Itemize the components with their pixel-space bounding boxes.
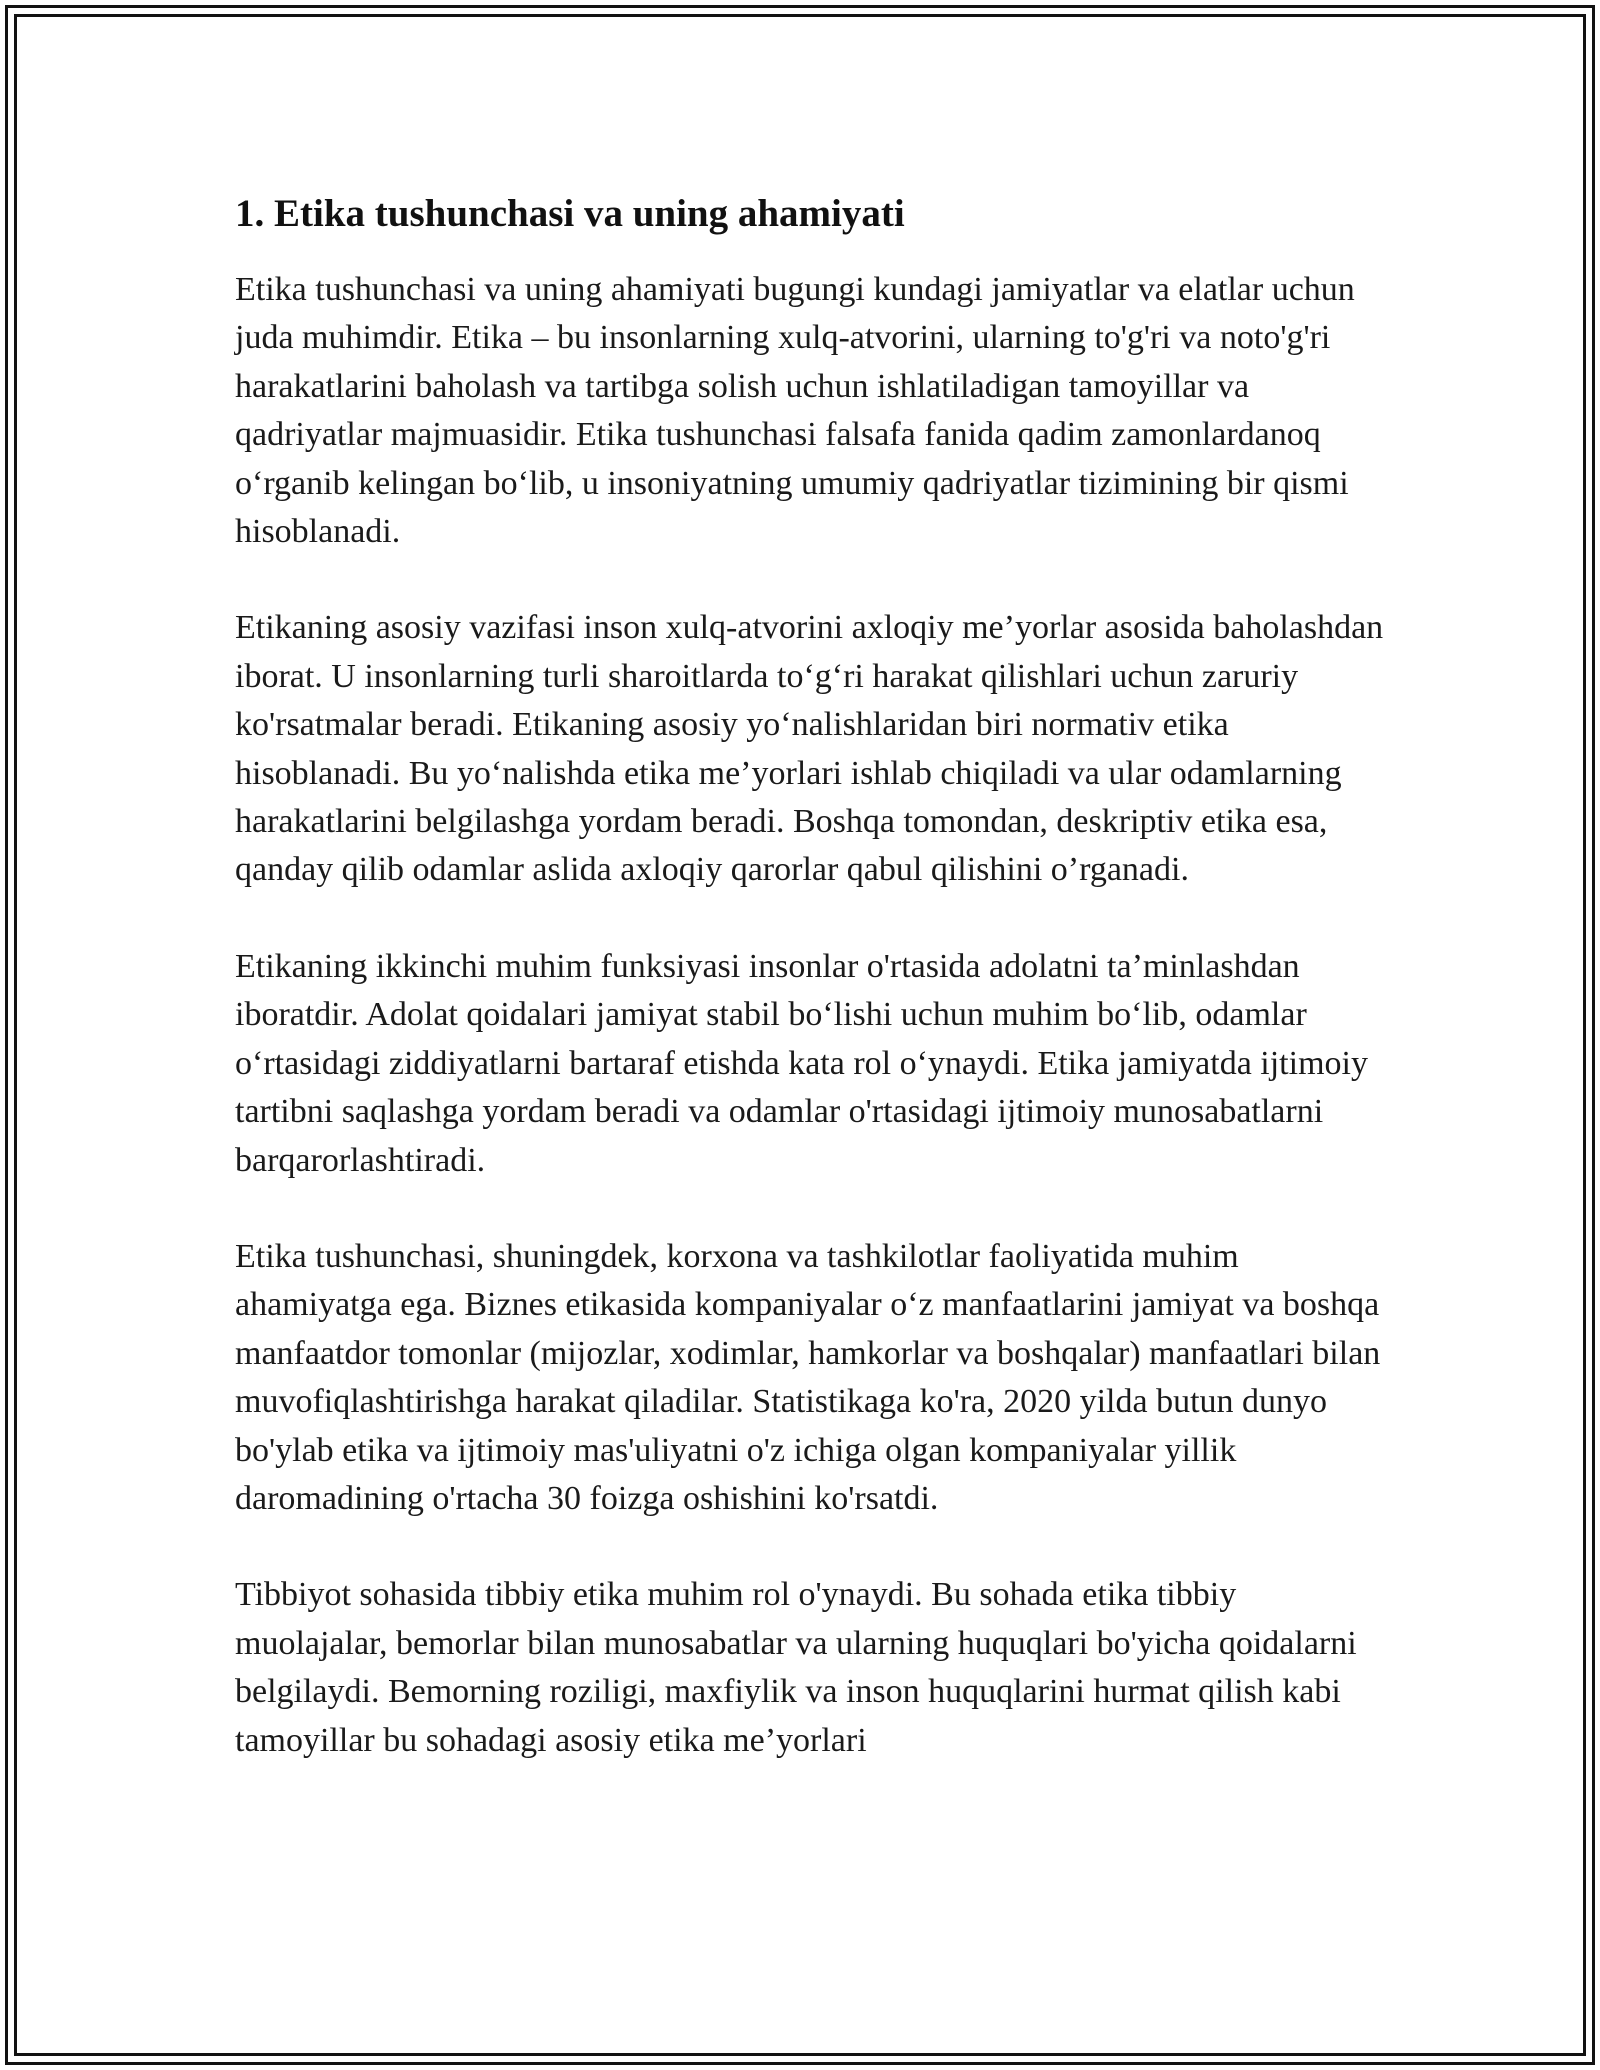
paragraph-3: Etikaning ikkinchi muhim funksiyasi insonlar o'rtasida adolatni ta’minlashdan iboratdir. Adolat qoidalari jamiyat stabil bo‘lishi uchun muhim bo‘lib, odamlar o‘rtasidagi ziddiyatlarni bartaraf etishda kata rol o‘ynaydi. Etika jamiyatda ijtimoiy tartibni saqlashga yordam beradi va odamlar o'rtasidagi ijtimoiy munosabatlarni barqarorlashtiradi.	[235, 947, 1368, 1179]
paragraph-4: Etika tushunchasi, shuningdek, korxona va tashkilotlar faoliyatida muhim ahamiyatga ega. Biznes etikasida kompaniyalar o‘z manfaatlarini jamiyat va boshqa manfaatdor tomonlar (mijozlar, xodimlar, hamkorlar va boshqalar) manfaatlari bilan muvofiqlashtirishga harakat qiladilar. Statistikaga ko'ra, 2020 yilda butun dunyo bo'ylab etika va ijtimoiy mas'uliyatni o'z ichiga olgan kompaniyalar yillik daromadining o'rtacha 30 foizga oshishini ko'rsatdi.	[235, 1237, 1381, 1517]
section-heading: 1. Etika tushunchasi va uning ahamiyati	[235, 192, 905, 235]
paragraph-5: Tibbiyot sohasida tibbiy etika muhim rol o'ynaydi. Bu sohada etika tibbiy muolajalar, bemorlar bilan munosabatlar va ularning huquqlari bo'yicha qoidalarni belgilaydi. Bemorning roziligi, maxfiylik va inson huquqlarini hurmat qilish kabi tamoyillar bu sohadagi asosiy etika me’yorlari	[235, 1576, 1357, 1759]
paragraph-2: Etikaning asosiy vazifasi inson xulq-atvorini axloqiy me’yorlar asosida baholashdan iborat. U insonlarning turli sharoitlarda to‘g‘ri harakat qilishlari uchun zaruriy ko'rsatmalar beradi. Etikaning asosiy yo‘nalishlaridan biri normativ etika hisoblanadi. Bu yo‘nalishda etika me’yorlari ishlab chiqiladi va ular odamlarning harakatlarini belgilashga yordam beradi. Boshqa tomondan, deskriptiv etika esa, qanday qilib odamlar aslida axloqiy qarorlar qabul qilishini o’rganadi.	[235, 609, 1384, 889]
paragraph-1: Etika tushunchasi va uning ahamiyati bugungi kundagi jamiyatlar va elatlar uchun juda muhimdir. Etika – bu insonlarning xulq-atvorini, ularning to'g'ri va noto'g'ri harakatlarini baholash va tartibga solish uchun ishlatiladigan tamoyillar va qadriyatlar majmuasidir. Etika tushunchasi falsafa fanida qadim zamonlardanoq o‘rganib kelingan bo‘lib, u insoniyatning umumiy qadriyatlar tizimining bir qismi hisoblanadi.	[235, 271, 1355, 551]
document-body	[235, 188, 1385, 1765]
